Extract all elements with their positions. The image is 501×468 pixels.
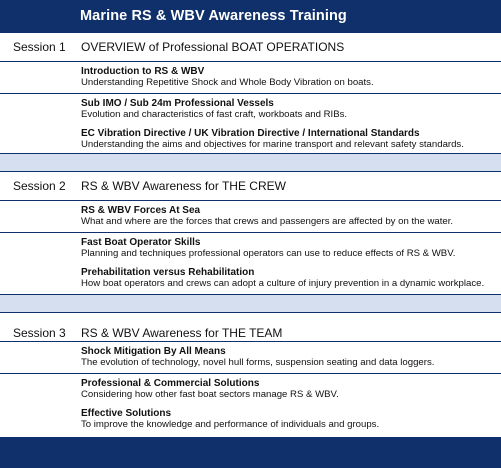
topic-title: RS & WBV Forces At Sea xyxy=(81,205,201,216)
topic-description: How boat operators and crews can adopt a culture of injury prevention in a dynamic workplace. xyxy=(81,278,485,289)
topic-description: Understanding Repetitive Shock and Whole Body Vibration on boats. xyxy=(81,77,374,88)
topic-row xyxy=(0,263,501,294)
session-label: Session 1 xyxy=(13,40,66,54)
section-divider-band xyxy=(0,153,501,172)
topic-title: Prehabilitation versus Rehabilitation xyxy=(81,267,255,278)
topic-row xyxy=(0,62,501,94)
topic-title: Sub IMO / Sub 24m Professional Vessels xyxy=(81,98,274,109)
topic-description: What and where are the forces that crews and passengers are affected by on the water. xyxy=(81,216,454,227)
page-title: Marine RS & WBV Awareness Training xyxy=(80,8,347,24)
topic-row xyxy=(0,124,501,155)
topic-row xyxy=(0,404,501,435)
topic-title: Professional & Commercial Solutions xyxy=(81,378,260,389)
footer-bar xyxy=(0,437,501,468)
topic-title: Effective Solutions xyxy=(81,408,172,419)
topic-row xyxy=(0,342,501,374)
topic-description: Considering how other fast boat sectors manage RS & WBV. xyxy=(81,389,339,400)
session-label: Session 3 xyxy=(13,326,66,340)
topic-description: Understanding the aims and objectives for marine transport and relevant safety standards. xyxy=(81,139,464,150)
topic-title: EC Vibration Directive / UK Vibration Directive / International Standards xyxy=(81,128,420,139)
session-header-3 xyxy=(0,313,501,342)
section-divider-band xyxy=(0,294,501,313)
topic-description: The evolution of technology, novel hull forms, suspension seating and data loggers. xyxy=(81,357,435,368)
topic-row xyxy=(0,233,501,265)
topic-row xyxy=(0,94,501,126)
session-title: RS & WBV Awareness for THE CREW xyxy=(81,179,286,193)
session-header-2 xyxy=(0,172,501,201)
header-bar xyxy=(0,0,501,33)
session-title: RS & WBV Awareness for THE TEAM xyxy=(81,326,283,340)
topic-row xyxy=(0,201,501,233)
topic-description: Evolution and characteristics of fast craft, workboats and RIBs. xyxy=(81,109,348,120)
topic-row xyxy=(0,374,501,406)
session-label: Session 2 xyxy=(13,179,66,193)
topic-description: To improve the knowledge and performance of individuals and groups. xyxy=(81,419,380,430)
topic-description: Planning and techniques professional operators can use to reduce effects of RS & WBV. xyxy=(81,248,456,259)
session-header-1 xyxy=(0,33,501,62)
topic-title: Shock Mitigation By All Means xyxy=(81,346,226,357)
session-title: OVERVIEW of Professional BOAT OPERATIONS xyxy=(81,40,345,54)
topic-title: Fast Boat Operator Skills xyxy=(81,237,201,248)
topic-title: Introduction to RS & WBV xyxy=(81,66,205,77)
